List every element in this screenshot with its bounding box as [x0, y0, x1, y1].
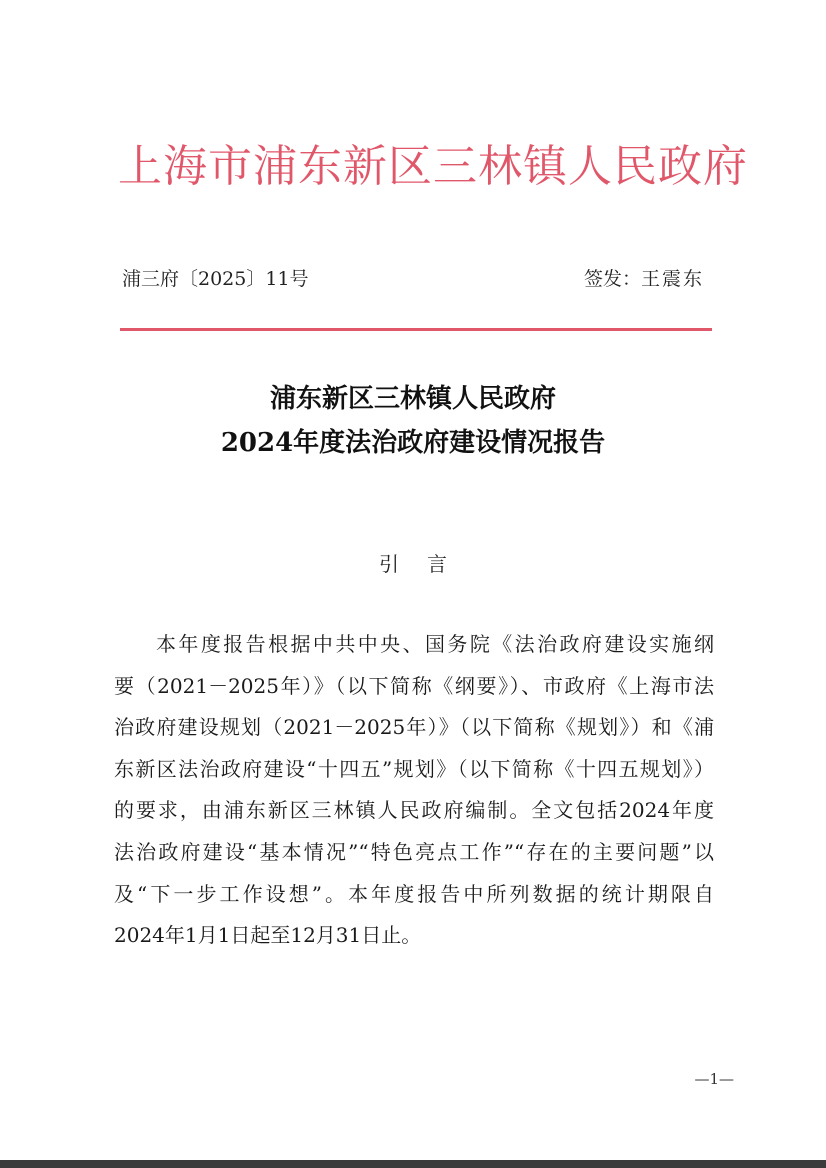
body-line: 及“下一步工作设想”。本年度报告中所列数据的统计期限自: [114, 881, 714, 906]
body-line: 东新区法治政府建设“十四五”规划》（以下简称《十四五规划》）: [114, 756, 714, 781]
document-number: 浦三府〔2025〕11号: [122, 268, 309, 290]
body-line: 本年度报告根据中共中央、国务院《法治政府建设实施纲: [156, 632, 714, 656]
report-title-line-1: 浦东新区三林镇人民政府: [269, 384, 556, 414]
page-number: —1—: [694, 1070, 734, 1088]
report-title-line-2: 2024年度法治政府建设情况报告: [220, 428, 606, 458]
body-line: 的要求，由浦东新区三林镇人民政府编制。全文包括2024年度: [114, 798, 714, 823]
body-line: 要（2021－2025年）》（以下简称《纲要》）、市政府《上海市法: [114, 673, 714, 698]
red-separator-line: [120, 328, 712, 331]
signer-label: 签发：: [583, 268, 641, 290]
issuer-masthead: 上海市浦东新区三林镇人民政府: [118, 141, 748, 192]
scan-bottom-edge: [0, 1160, 826, 1168]
section-heading: 引言: [379, 552, 475, 576]
body-line: 治政府建设规划（2021－2025年）》（以下简称《规划》）和《浦: [114, 715, 714, 740]
signer-block: [584, 264, 704, 291]
body-paragraph: [114, 624, 714, 957]
signer-name: 王震东: [640, 268, 704, 290]
body-line: 2024年1月1日起至12月31日止。: [114, 923, 422, 948]
body-line: 法治政府建设“基本情况”“特色亮点工作”“存在的主要问题”以: [114, 839, 714, 864]
